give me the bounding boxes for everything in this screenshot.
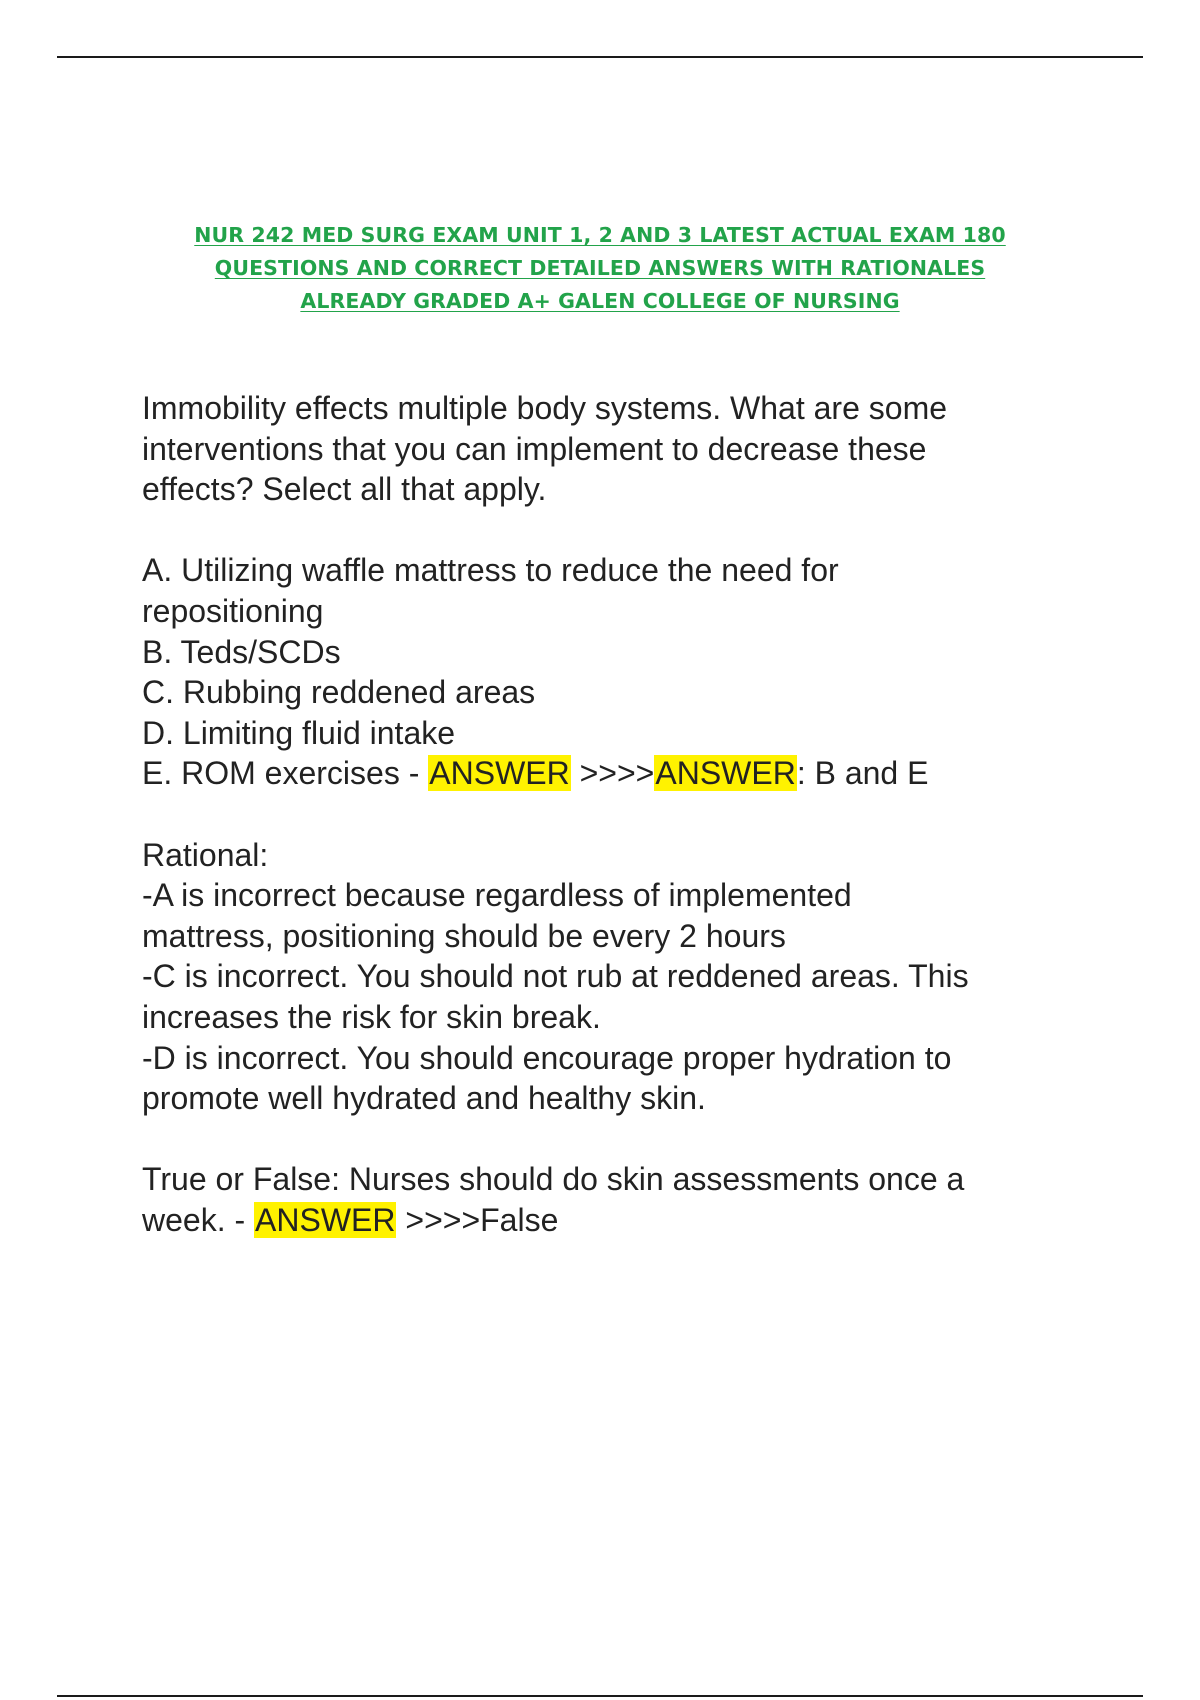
answer-value: >>>>False — [396, 1201, 559, 1238]
document-title — [120, 219, 1080, 318]
rationale-section — [142, 835, 1102, 1119]
rationale-line: increases the risk for skin break. — [142, 998, 601, 1035]
question-1-stem-line: effects? Select all that apply. — [142, 471, 547, 508]
rationale-line: -D is incorrect. You should encourage proper hydration to — [142, 1039, 952, 1076]
question-1-stem-line: Immobility effects multiple body systems. What are some — [142, 390, 948, 426]
option-a: A. Utilizing waffle mattress to reduce the need for — [142, 552, 839, 589]
spacer — [142, 1119, 1102, 1160]
option-e-text: E. ROM exercises - — [142, 755, 429, 792]
question-2-prefix: week. - — [142, 1201, 255, 1238]
answer-arrows: >>>> — [570, 755, 655, 792]
top-rule — [57, 56, 1143, 58]
option-b: B. Teds/SCDs — [142, 633, 341, 670]
rationale-heading: Rational: — [142, 836, 269, 873]
spacer — [142, 510, 1102, 551]
rationale-line: -A is incorrect because regardless of implemented — [142, 877, 852, 914]
rationale-line: promote well hydrated and healthy skin. — [142, 1080, 706, 1117]
title-line-3: ALREADY GRADED A+ GALEN COLLEGE OF NURSING — [300, 289, 900, 313]
question-2 — [142, 1159, 1102, 1240]
title-line-1: NUR 242 MED SURG EXAM UNIT 1, 2 AND 3 LATEST ACTUAL EXAM 180 — [194, 223, 1006, 247]
answer-highlight: ANSWER — [429, 755, 570, 792]
question-2-line: True or False: Nurses should do skin assessments once a — [142, 1161, 965, 1198]
option-e-with-answer — [142, 753, 1102, 794]
rationale-line: -C is incorrect. You should not rub at reddened areas. This — [142, 958, 969, 995]
option-c: C. Rubbing reddened areas — [142, 674, 536, 711]
question-1 — [142, 388, 1102, 794]
rationale-line: mattress, positioning should be every 2 hours — [142, 917, 786, 954]
title-line-2: QUESTIONS AND CORRECT DETAILED ANSWERS WITH RATIONALES — [214, 256, 986, 280]
bottom-rule — [57, 1695, 1143, 1697]
question-2-answer-line — [142, 1200, 1102, 1241]
document-body — [142, 388, 1102, 1240]
answer-value: : B and E — [796, 755, 929, 792]
answer-highlight: ANSWER — [655, 755, 796, 792]
spacer — [142, 794, 1102, 835]
option-d: D. Limiting fluid intake — [142, 714, 456, 751]
option-a-continued: repositioning — [142, 592, 324, 629]
question-1-stem-line: interventions that you can implement to decrease these — [142, 430, 927, 467]
answer-highlight: ANSWER — [255, 1201, 396, 1238]
